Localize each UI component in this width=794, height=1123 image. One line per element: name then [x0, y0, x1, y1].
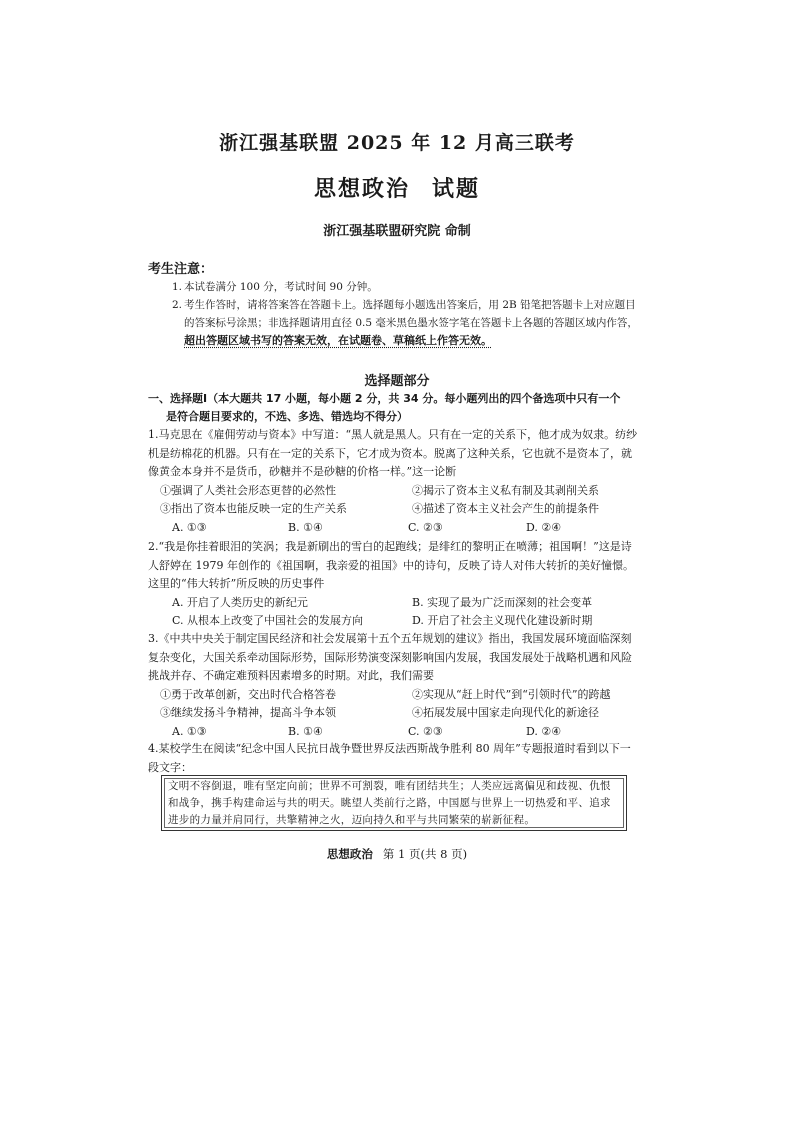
- subject-name: 思想政治: [313, 177, 410, 202]
- choice-b: B. ①④: [288, 724, 323, 738]
- statement: ②实现从“赶上时代”到“引领时代”的跨越: [412, 687, 611, 701]
- footer-subject: 思想政治: [326, 847, 373, 861]
- question-2: [148, 538, 640, 631]
- question-stem: 1.马克思在《雇佣劳动与资本》中写道：“黑人就是黑人。只有在一定的关系下，他才成为奴隶。纺纱机是纺棉花的机器。只有在一定的关系下，它才成为资本。脱离了这种关系，它也就不是资本了，就像黄金本身并不是货币，砂糖并不是砂糖的价格一样。”这一论断: [148, 428, 638, 478]
- statement: ①勇于改革创新，交出时代合格答卷: [160, 687, 336, 701]
- question-4: [148, 740, 640, 777]
- statement: ③继续发扬斗争精神，提高斗争本领: [160, 706, 336, 719]
- statement-list: [148, 482, 640, 519]
- statement: ④拓展发展中国家走向现代化的新途径: [412, 706, 599, 719]
- choice-a: A. 开启了人类历史的新纪元: [172, 595, 308, 609]
- statement-list: [148, 686, 640, 723]
- choice-c: C. ②③: [408, 520, 443, 534]
- choice-a: A. ①③: [172, 520, 207, 534]
- section-instructions-line: 一、选择题Ⅰ（本大题共 17 小题，每小题 2 分，共 34 分。每小题列出的四个备选项中只有一个: [148, 392, 621, 405]
- choice-c: C. ②③: [408, 724, 443, 738]
- question-stem: 2.“我是你挂着眼泪的笑涡；我是新刷出的雪白的起跑线；是绯红的黎明正在喷薄；祖国啊！”这是诗人舒婷在 1979 年创作的《祖国啊，我亲爱的祖国》中的诗句，反映了诗人对伟大转折的美好憧憬。这里的“伟大转折”所反映的历史事件: [148, 540, 634, 590]
- paper-type: 试题: [432, 177, 481, 202]
- notice-item: [172, 278, 642, 296]
- notice-item-number: 2.: [172, 299, 183, 311]
- choice-a: A. ①③: [172, 724, 207, 738]
- footer-page-number: 第 1 页(共 8 页): [382, 847, 468, 861]
- choice-b: B. ①④: [288, 520, 323, 534]
- quote-box: 文明不容倒退，唯有坚定向前；世界不可割裂，唯有团结共生；人类应远离偏见和歧视、仇恨和战争，携手构建命运与共的明天。眺望人类前行之路，中国愿与世界上一切热爱和平、追求进步的力量并肩同行，共擎精神之火，迈向持久和平与共同繁荣的崭新征程。: [161, 775, 627, 831]
- choice-d: D. ②④: [526, 724, 562, 738]
- question-3: [148, 630, 640, 741]
- notice-heading: 考生注意：: [148, 262, 214, 277]
- question-stem: 3.《中共中央关于制定国民经济和社会发展第十五个五年规划的建议》指出，我国发展环境面临深刻复杂变化，大国关系牵动国际形势，国际形势演变深刻影响国内发展，我国发展处于战略机遇和风险挑战并存、不确定难预料因素增多的时期。对此，我们需要: [148, 632, 632, 682]
- notice-item-text: 本试卷满分 100 分，考试时间 90 分钟。: [184, 281, 378, 293]
- question-1: [148, 426, 640, 537]
- choice-c: C. 从根本上改变了中国社会的发展方向: [172, 614, 364, 627]
- section-instructions: [148, 390, 638, 426]
- choice-list: [148, 519, 640, 538]
- statement: ②揭示了资本主义私有制及其剥削关系: [412, 483, 599, 497]
- subject-title: [0, 172, 794, 203]
- choice-list: [148, 723, 640, 742]
- statement: ④描述了资本主义社会产生的前提条件: [412, 502, 599, 515]
- section-heading: 选择题部分: [364, 374, 430, 389]
- paper-author: 浙江强基联盟研究院 命制: [323, 224, 471, 239]
- statement: ①强调了人类社会形态更替的必然性: [160, 483, 336, 497]
- notice-item-number: 1.: [172, 281, 183, 293]
- exam-title: 浙江强基联盟 2025 年 12 月高三联考: [219, 132, 575, 154]
- choice-d: D. ②④: [526, 520, 562, 534]
- statement: ③指出了资本也能反映一定的生产关系: [160, 502, 347, 515]
- choice-d: D. 开启了社会主义现代化建设新时期: [412, 614, 593, 627]
- choice-b: B. 实现了最为广泛而深刻的社会变革: [412, 595, 593, 609]
- notice-list: [172, 278, 642, 350]
- notice-item-text: 考生作答时，请将答案答在答题卡上。选择题每小题选出答案后，用 2B 铅笔把答题卡上对应题目的答案标号涂黑；非选择题请用直径 0.5 毫米黑色墨水签字笔在答题卡上各题的答题区域内作答，: [184, 299, 638, 329]
- section-instructions-line: 是符合题目要求的，不选、多选、错选均不得分）: [166, 410, 408, 423]
- notice-item: [172, 296, 642, 350]
- notice-emphasis: 超出答题区域书写的答案无效，在试题卷、草稿纸上作答无效。: [184, 334, 492, 347]
- question-stem: 4.某校学生在阅读“纪念中国人民抗日战争暨世界反法西斯战争胜利 80 周年”专题报道时看到以下一段文字：: [148, 742, 631, 774]
- choice-list: [148, 594, 640, 631]
- page-footer: [0, 846, 794, 862]
